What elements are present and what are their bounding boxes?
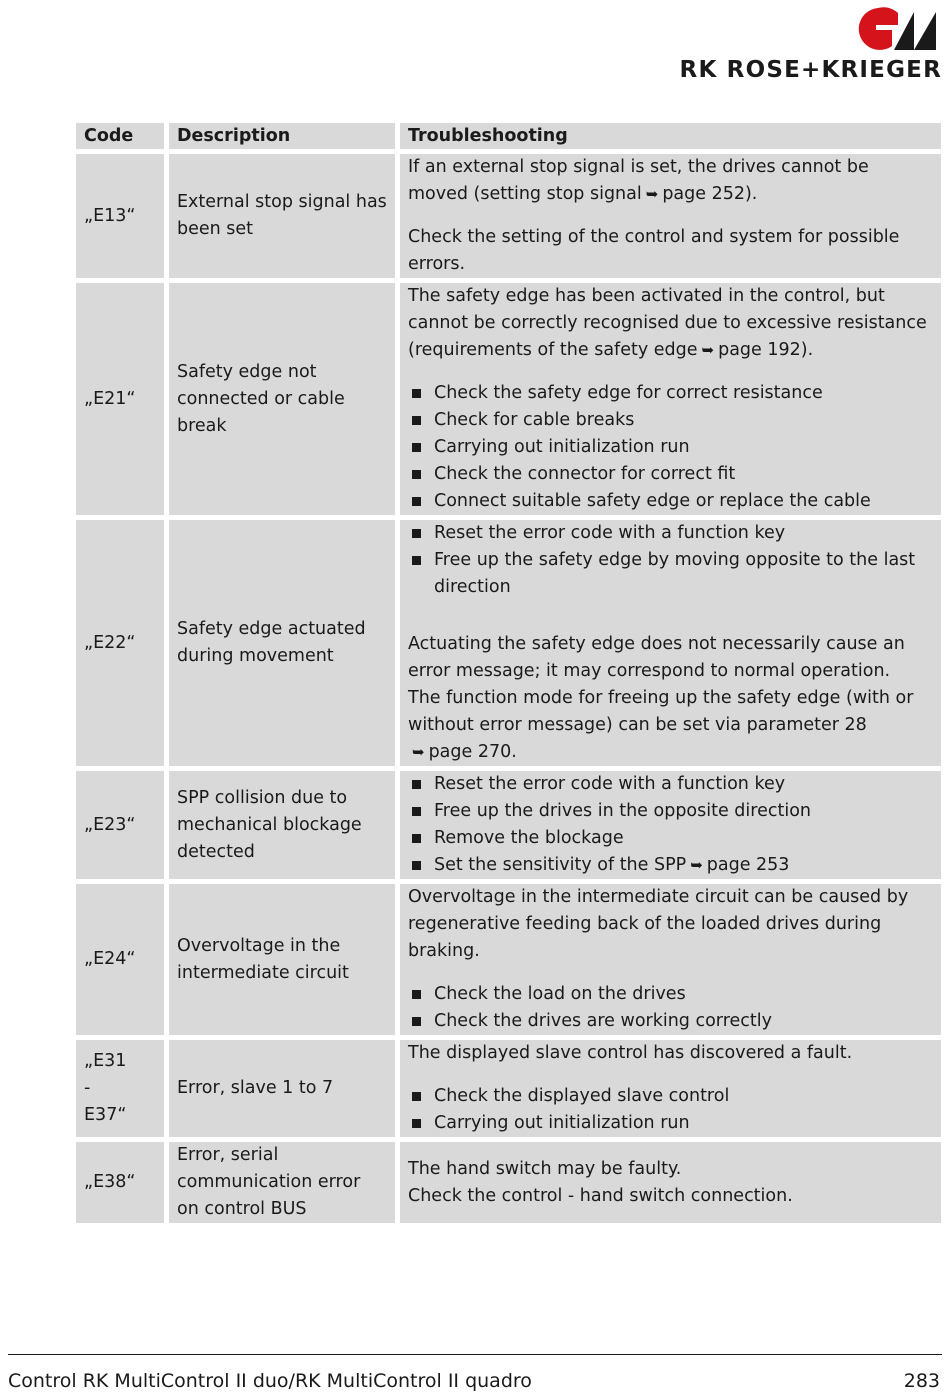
list-item: Check the drives are working correctly: [408, 1008, 933, 1035]
header-troubleshooting: Troubleshooting: [400, 123, 941, 149]
list-item: Free up the safety edge by moving opposite to the last direction: [408, 547, 933, 601]
error-code: „E31 - E37“: [76, 1040, 164, 1137]
error-code: „E23“: [76, 771, 164, 879]
list-item: Reset the error code with a function key: [408, 771, 933, 798]
troubleshooting-text: The hand switch may be faulty.: [408, 1158, 682, 1179]
error-description: External stop signal has been set: [169, 154, 395, 278]
troubleshooting-cell: [400, 1040, 941, 1137]
table-row: [76, 1142, 941, 1223]
page-reference: page 252).: [662, 184, 758, 204]
list-item: Carrying out initialization run: [408, 434, 933, 461]
page-reference-arrow-icon: ➥: [690, 856, 703, 874]
error-description: Safety edge not connected or cable break: [169, 283, 395, 515]
page-reference: page 270.: [428, 742, 517, 762]
troubleshooting-list: [408, 520, 933, 601]
table-row: [76, 771, 941, 879]
troubleshooting-cell: [400, 884, 941, 1035]
troubleshooting-text: The function mode for freeing up the safety edge (with or without error message) can be set via parameter 28 ➥ page 270.: [408, 688, 914, 762]
troubleshooting-text: Actuating the safety edge does not necessarily cause an error message; it may correspond to normal operation.: [408, 634, 905, 681]
troubleshooting-text: If an external stop signal is set, the drives cannot be moved (setting stop signal ➥ page 252).: [408, 157, 869, 204]
error-code: „E22“: [76, 520, 164, 766]
list-item: Check for cable breaks: [408, 407, 933, 434]
table-header-row: [76, 123, 941, 149]
error-code: „E38“: [76, 1142, 164, 1223]
error-description: SPP collision due to mechanical blockage detected: [169, 771, 395, 879]
page-number: 283: [903, 1370, 940, 1392]
page-reference-arrow-icon: ➥: [645, 185, 659, 203]
error-description: Error, slave 1 to 7: [169, 1040, 395, 1137]
troubleshooting-cell: [400, 154, 941, 278]
troubleshooting-list: [408, 1083, 933, 1137]
error-description: Overvoltage in the intermediate circuit: [169, 884, 395, 1035]
list-item: Carrying out initialization run: [408, 1110, 933, 1137]
brand-logo: [657, 6, 942, 82]
error-code: „E21“: [76, 283, 164, 515]
footer-divider: [8, 1354, 942, 1355]
list-item: Check the connector for correct fit: [408, 461, 933, 488]
troubleshooting-text: The safety edge has been activated in the control, but cannot be correctly recognised due to excessive resistance (requirements of the safety edge ➥ page 192).: [408, 286, 927, 360]
rose-krieger-mark-icon: [850, 6, 942, 52]
troubleshooting-cell: [400, 771, 941, 879]
list-item: Check the displayed slave control: [408, 1083, 933, 1110]
table-row: [76, 283, 941, 515]
list-item: Connect suitable safety edge or replace the cable: [408, 488, 933, 515]
error-code: „E13“: [76, 154, 164, 278]
footer-title: Control RK MultiControl II duo/RK MultiControl II quadro: [8, 1370, 532, 1392]
error-description: Error, serial communication error on control BUS: [169, 1142, 395, 1223]
table-row: [76, 1040, 941, 1137]
list-item: Reset the error code with a function key: [408, 520, 933, 547]
table-row: [76, 884, 941, 1035]
error-code: „E24“: [76, 884, 164, 1035]
troubleshooting-cell: [400, 1142, 941, 1223]
list-item: Check the load on the drives: [408, 981, 933, 1008]
page-reference: page 192).: [718, 340, 814, 360]
troubleshooting-text: Check the control - hand switch connection.: [408, 1185, 793, 1206]
table-row: [76, 520, 941, 766]
page-reference-arrow-icon: ➥: [412, 743, 425, 761]
troubleshooting-list: [408, 380, 933, 515]
error-code-table: [71, 118, 946, 1228]
error-description: Safety edge actuated during movement: [169, 520, 395, 766]
list-item: Free up the drives in the opposite direction: [408, 798, 933, 825]
page-reference-arrow-icon: ➥: [701, 341, 715, 359]
list-item: Set the sensitivity of the SPP ➥ page 253: [408, 852, 933, 879]
troubleshooting-text: Check the setting of the control and system for possible errors.: [408, 227, 900, 274]
troubleshooting-cell: [400, 520, 941, 766]
list-item: Remove the blockage: [408, 825, 933, 852]
header-code: Code: [76, 123, 164, 149]
header-description: Description: [169, 123, 395, 149]
troubleshooting-text: Overvoltage in the intermediate circuit can be caused by regenerative feeding back of the loaded drives during braking.: [408, 887, 909, 961]
troubleshooting-list: [408, 981, 933, 1035]
brand-name: RK ROSE+KRIEGER: [679, 57, 942, 83]
page-reference: page 253: [706, 855, 790, 875]
troubleshooting-text: The displayed slave control has discovered a fault.: [408, 1043, 853, 1063]
list-item: Check the safety edge for correct resistance: [408, 380, 933, 407]
troubleshooting-list: [408, 771, 933, 879]
spacer: [408, 601, 933, 631]
table-row: [76, 154, 941, 278]
troubleshooting-cell: [400, 283, 941, 515]
